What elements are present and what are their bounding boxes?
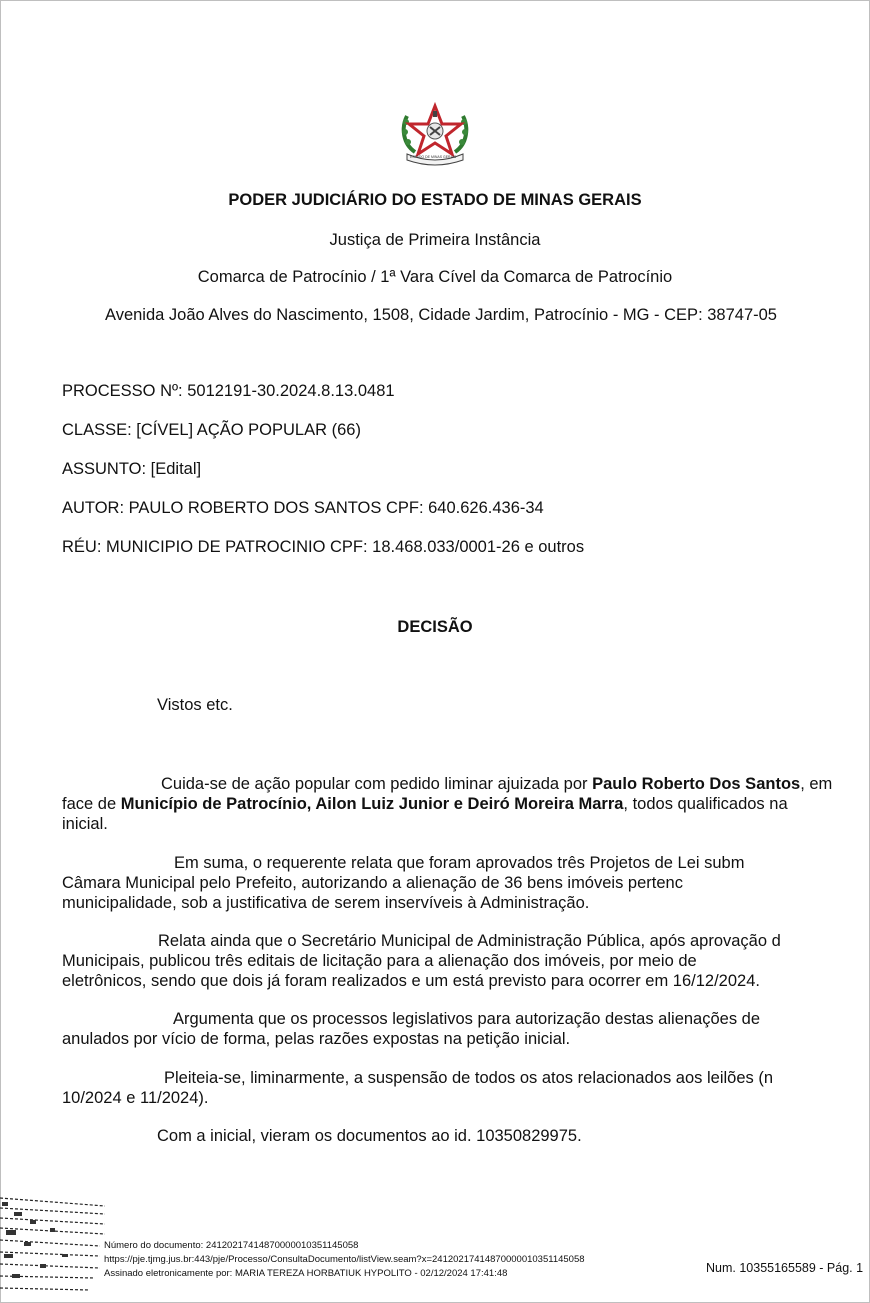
instance-line: Justiça de Primeira Instância (329, 231, 541, 249)
p4-line2: anulados por vício de forma, pelas razões expostas na petição inicial. (62, 1030, 571, 1048)
p1-line3: inicial. (62, 815, 108, 833)
paragraph-2 (62, 853, 817, 915)
paragraph-4 (62, 1009, 817, 1051)
p1-defendants: Município de Patrocínio, Ailon Luiz Junior e Deiró Moreira Marra (120, 795, 624, 813)
p2-line3: municipalidade, sob a justificativa de serem inservíveis à Administração. (62, 894, 590, 912)
case-defendant: RÉU: MUNICIPIO DE PATROCINIO CPF: 18.468.033/0001-26 e outros (62, 538, 585, 556)
p1-line2-tail: , todos qualificados na (623, 795, 788, 813)
footer-doc-number: Número do documento: 24120217414870000010351145058 (104, 1240, 359, 1251)
signature-qr-stamp-icon (0, 1168, 132, 1302)
footer-page-number: Num. 10355165589 - Pág. 1 (706, 1261, 864, 1275)
paragraph-5 (62, 1068, 817, 1110)
p4-line1: Argumenta que os processos legislativos para autorização destas alienações de (173, 1010, 761, 1028)
paragraph-1 (62, 774, 833, 838)
p2-line1: Em suma, o requerente relata que foram aprovados três Projetos de Lei subm (174, 854, 745, 872)
p3-line1: Relata ainda que o Secretário Municipal de Administração Pública, após aprovação d (158, 932, 781, 950)
paragraph-6: Com a inicial, vieram os documentos ao id. 10350829975. (157, 1127, 582, 1145)
case-subject: ASSUNTO: [Edital] (62, 460, 202, 478)
address-line: Avenida João Alves do Nascimento, 1508, Cidade Jardim, Patrocínio - MG - CEP: 38747-05 (105, 306, 777, 324)
case-author: AUTOR: PAULO ROBERTO DOS SANTOS CPF: 640.626.436-34 (62, 499, 544, 517)
p1-line1-tail: , em (800, 775, 833, 793)
case-class: CLASSE: [CÍVEL] AÇÃO POPULAR (66) (62, 421, 361, 439)
footer-signature: Assinado eletronicamente por: MARIA TEREZA HORBATIUK HYPOLITO - 02/12/2024 17:41:48 (104, 1268, 508, 1279)
p1-line1-text: Cuida-se de ação popular com pedido liminar ajuizada por (161, 775, 593, 793)
court-title: PODER JUDICIÁRIO DO ESTADO DE MINAS GERAIS (228, 191, 642, 209)
p1-author-name: Paulo Roberto Dos Santos (592, 775, 801, 793)
footer-url[interactable]: https://pje.tjmg.jus.br:443/pje/Processo/ConsultaDocumento/listView.seam?x=24120217414870000010351145058 (104, 1254, 585, 1265)
crest-ribbon-text: ESTADO DE MINAS GERAIS (410, 155, 457, 159)
decision-title: DECISÃO (397, 618, 473, 636)
p5-line2: 10/2024 e 11/2024). (62, 1089, 209, 1107)
p3-line2: Municipais, publicou três editais de licitação para a alienação dos imóveis, por meio de (62, 952, 697, 970)
p1-line2-text: face de (62, 795, 121, 813)
p2-line2: Câmara Municipal pelo Prefeito, autorizando a alienação de 36 bens imóveis pertenc (62, 874, 683, 892)
p5-line1: Pleiteia-se, liminarmente, a suspensão de todos os atos relacionados aos leilões (n (164, 1069, 774, 1087)
process-number: PROCESSO Nº: 5012191-30.2024.8.13.0481 (62, 382, 395, 400)
district-line: Comarca de Patrocínio / 1ª Vara Cível da Comarca de Patrocínio (197, 268, 673, 286)
decision-greeting: Vistos etc. (157, 696, 233, 714)
paragraph-3 (62, 931, 817, 993)
p3-line3: eletrônicos, sendo que dois já foram realizados e um está previsto para ocorrer em 16/12/2024. (62, 972, 760, 990)
